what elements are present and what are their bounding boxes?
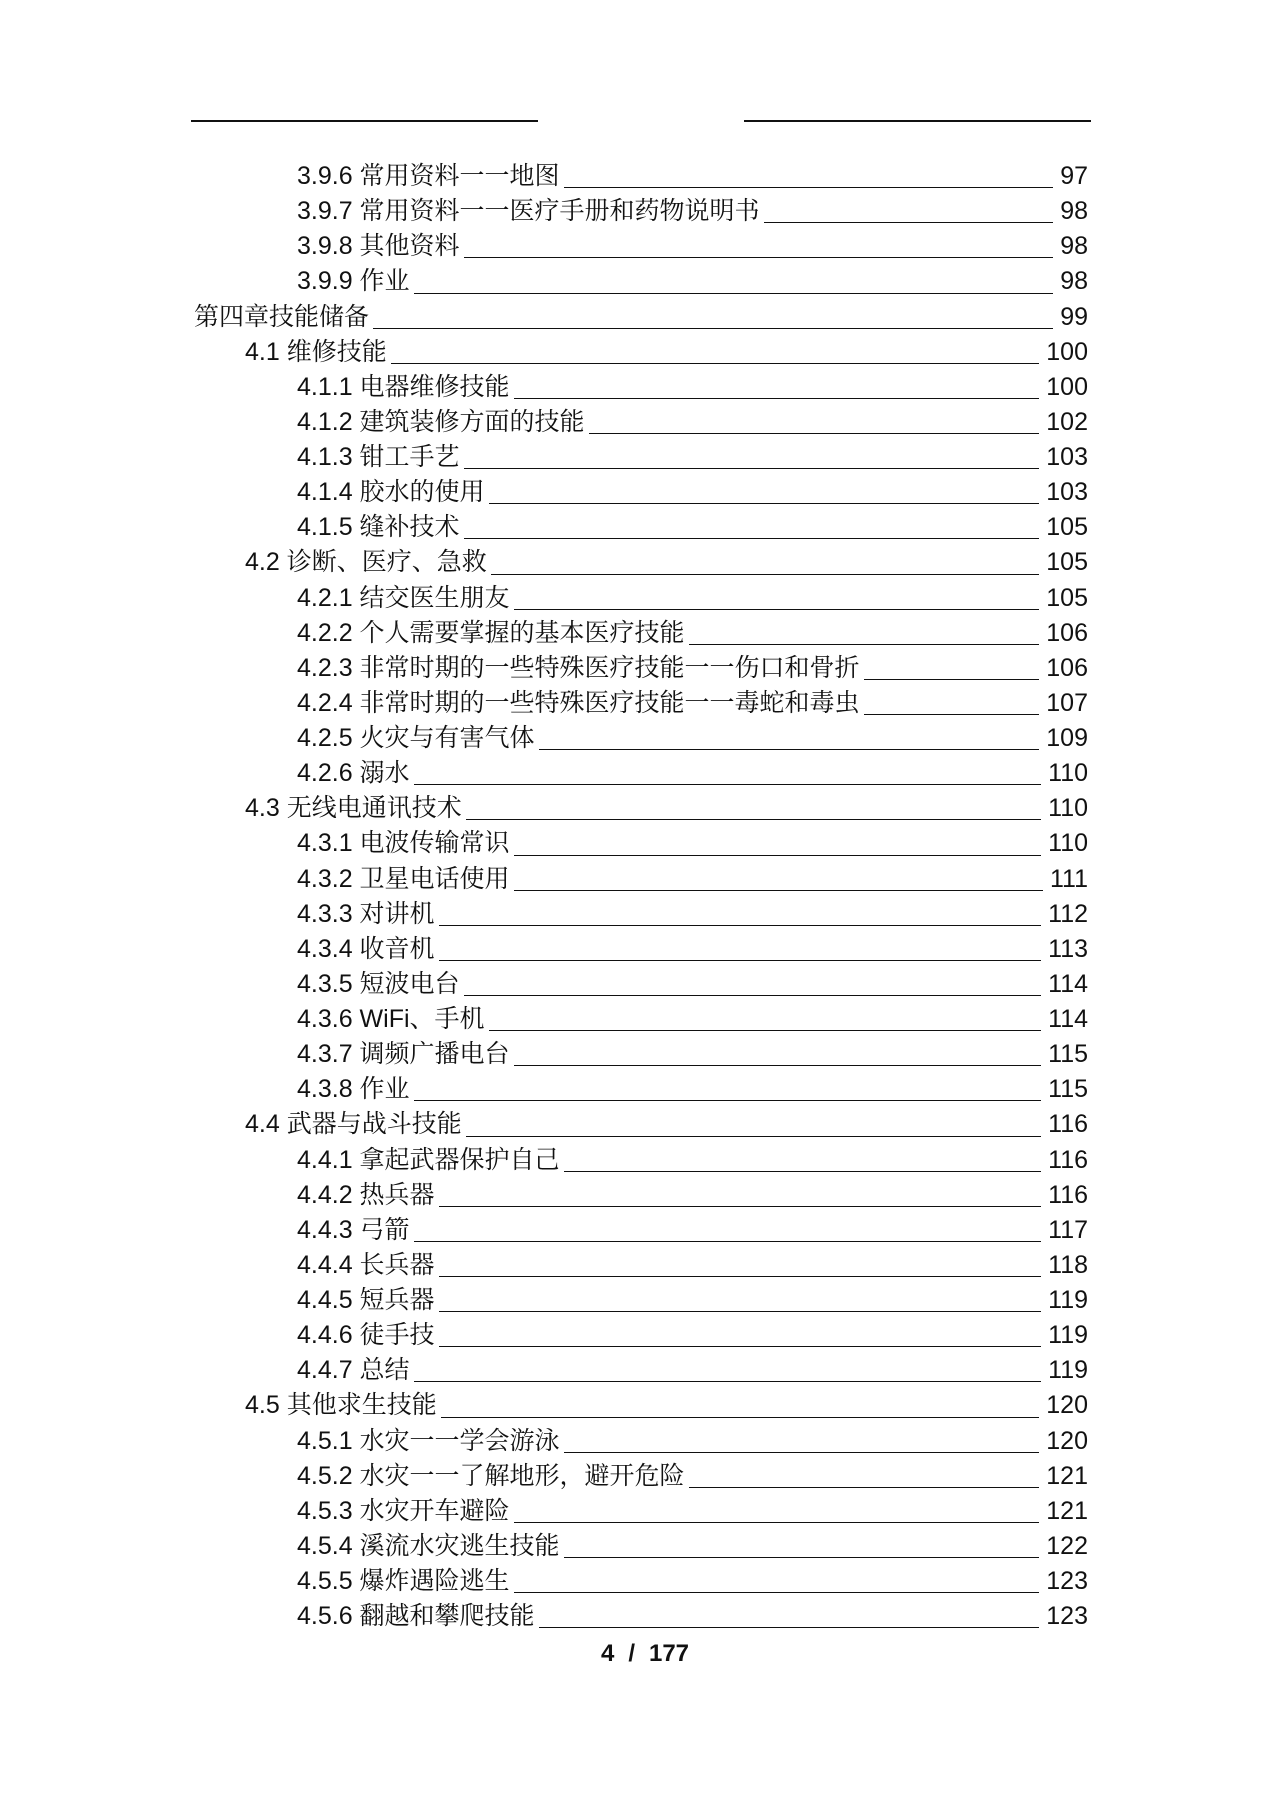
toc-subsection-entry (0, 897, 1088, 932)
toc-leader-line (439, 925, 1042, 926)
toc-leader-line (514, 1065, 1042, 1066)
header-rule-right (744, 120, 1091, 122)
toc-leader-line (439, 1311, 1042, 1312)
toc-entry-title: 4.1.3 钳工手艺 (297, 443, 460, 471)
toc-entry-page-number: 117 (1048, 1215, 1088, 1244)
toc-leader-line (464, 257, 1054, 258)
toc-leader-line (491, 574, 1040, 575)
toc-subsection-entry (0, 370, 1088, 405)
toc-leader-line (564, 1171, 1042, 1172)
toc-entry-title: 4.4.7 总结 (297, 1356, 410, 1385)
toc-entry-title: 4.4.4 长兵器 (297, 1250, 435, 1279)
toc-entry-title: 4.5.5 爆炸遇险逃生 (297, 1567, 510, 1595)
toc-entry-title: 4.1.5 缝补技术 (297, 513, 460, 542)
toc-entry-title: 4.4.2 热兵器 (297, 1180, 435, 1209)
toc-subsection-entry (0, 1213, 1088, 1248)
toc-entry-page-number: 115 (1048, 1040, 1088, 1069)
toc-entry-title: 4.5.6 翻越和攀爬技能 (297, 1602, 535, 1631)
toc-subsection-entry (0, 1037, 1088, 1072)
page-separator: / (628, 1640, 635, 1667)
toc-leader-line (514, 1592, 1040, 1593)
toc-leader-line (489, 503, 1040, 504)
toc-entry-title: 3.9.8 其他资料 (297, 232, 460, 261)
toc-entry-page-number: 120 (1046, 1391, 1088, 1420)
toc-entry-title: 4.5.3 水灾开车避险 (297, 1496, 510, 1525)
toc-entry-title: 4.2.2 个人需要掌握的基本医疗技能 (297, 618, 685, 647)
toc-entry-page-number: 121 (1046, 1496, 1088, 1525)
toc-leader-line (689, 644, 1040, 645)
toc-subsection-entry (0, 405, 1088, 440)
toc-leader-line (564, 187, 1054, 188)
toc-subsection-entry (0, 932, 1088, 967)
toc-leader-line (864, 679, 1040, 680)
toc-leader-line (391, 363, 1040, 364)
toc-entry-page-number: 105 (1046, 583, 1088, 612)
toc-entry-title: 4.3.5 短波电台 (297, 969, 460, 998)
toc-entry-page-number: 122 (1046, 1531, 1088, 1560)
toc-entry-page-number: 110 (1048, 829, 1088, 858)
toc-section-entry (0, 1388, 1088, 1423)
toc-chapter-entry (0, 300, 1088, 335)
toc-subsection-entry (0, 581, 1088, 616)
toc-subsection-entry (0, 1529, 1088, 1564)
toc-entry-page-number: 116 (1048, 1180, 1088, 1209)
toc-entry-title: 4.1 维修技能 (245, 337, 387, 366)
toc-entry-title: 4.3.6 WiFi、手机 (297, 1005, 485, 1033)
toc-subsection-entry (0, 616, 1088, 651)
toc-entry-title: 4.4.5 短兵器 (297, 1286, 435, 1314)
toc-subsection-entry (0, 1599, 1088, 1634)
toc-leader-line (466, 1136, 1041, 1137)
toc-leader-line (414, 1381, 1042, 1382)
toc-entry-title: 4.3.4 收音机 (297, 934, 435, 963)
toc-entry-title: 4.3.1 电波传输常识 (297, 829, 510, 858)
toc-entry-page-number: 109 (1046, 724, 1088, 752)
toc-entry-page-number: 115 (1048, 1075, 1088, 1104)
toc-leader-line (539, 1627, 1040, 1628)
toc-entry-title: 4.3.3 对讲机 (297, 899, 435, 928)
toc-entry-page-number: 113 (1048, 934, 1088, 963)
toc-subsection-entry (0, 1178, 1088, 1213)
toc-entry-title: 4.4.1 拿起武器保护自己 (297, 1145, 560, 1174)
toc-leader-line (489, 1030, 1042, 1031)
toc-subsection-entry (0, 1318, 1088, 1353)
toc-entry-title: 4.4 武器与战斗技能 (245, 1110, 462, 1139)
toc-entry-page-number: 116 (1048, 1145, 1088, 1174)
toc-leader-line (373, 328, 1053, 329)
toc-leader-line (464, 468, 1040, 469)
toc-entry-page-number: 100 (1046, 372, 1088, 401)
toc-entry-title: 4.2 诊断、医疗、急救 (245, 548, 487, 577)
toc-entry-page-number: 102 (1046, 407, 1088, 436)
toc-entry-page-number: 106 (1046, 618, 1088, 647)
toc-entry-title: 4.2.1 结交医生朋友 (297, 583, 510, 612)
toc-entry-page-number: 112 (1048, 899, 1088, 928)
toc-leader-line (464, 538, 1040, 539)
toc-subsection-entry (0, 686, 1088, 721)
toc-leader-line (514, 609, 1040, 610)
toc-entry-title: 4.2.6 溺水 (297, 759, 410, 788)
toc-subsection-entry (0, 1283, 1088, 1318)
toc-entry-page-number: 118 (1048, 1250, 1088, 1279)
toc-entry-title: 4.1.4 胶水的使用 (297, 478, 485, 507)
toc-subsection-entry (0, 510, 1088, 545)
toc-subsection-entry (0, 826, 1088, 861)
toc-leader-line (689, 1487, 1040, 1488)
toc-leader-line (441, 1417, 1040, 1418)
toc-entry-page-number: 103 (1046, 478, 1088, 507)
toc-leader-line (514, 890, 1043, 891)
toc-entry-title: 4.2.4 非常时期的一些特殊医疗技能一一毒蛇和毒虫 (297, 688, 860, 717)
toc-subsection-entry (0, 264, 1088, 299)
toc-entry-title: 4.3 无线电通讯技术 (245, 794, 462, 823)
toc-entry-page-number: 98 (1060, 197, 1088, 226)
toc-section-entry (0, 335, 1088, 370)
toc-entry-page-number: 110 (1048, 794, 1088, 823)
toc-leader-line (439, 960, 1042, 961)
toc-leader-line (466, 819, 1041, 820)
toc-entry-page-number: 119 (1048, 1286, 1088, 1314)
toc-subsection-entry (0, 1459, 1088, 1494)
toc-entry-page-number: 114 (1048, 969, 1088, 998)
toc-entry-title: 4.4.3 弓箭 (297, 1215, 410, 1244)
toc-leader-line (864, 714, 1040, 715)
total-pages: 177 (648, 1640, 690, 1667)
toc-subsection-entry (0, 721, 1088, 756)
toc-entry-page-number: 98 (1060, 232, 1088, 261)
toc-entry-title: 4.4.6 徒手技 (297, 1321, 435, 1350)
toc-entry-title: 4.2.5 火灾与有害气体 (297, 724, 535, 752)
toc-leader-line (564, 1557, 1040, 1558)
toc-entry-page-number: 98 (1060, 267, 1088, 296)
toc-subsection-entry (0, 1494, 1088, 1529)
toc-subsection-entry (0, 967, 1088, 1002)
toc-entry-title: 3.9.6 常用资料一一地图 (297, 162, 560, 190)
toc-section-entry (0, 791, 1088, 826)
table-of-contents (0, 159, 1088, 1634)
toc-entry-page-number: 120 (1046, 1426, 1088, 1455)
toc-entry-title: 4.3.2 卫星电话使用 (297, 864, 510, 893)
toc-entry-title: 4.5 其他求生技能 (245, 1391, 437, 1420)
toc-entry-page-number: 114 (1048, 1005, 1088, 1033)
toc-entry-page-number: 103 (1046, 443, 1088, 471)
toc-leader-line (439, 1346, 1042, 1347)
toc-leader-line (414, 784, 1042, 785)
header-rule-left (191, 120, 538, 122)
toc-section-entry (0, 1107, 1088, 1142)
toc-leader-line (764, 222, 1054, 223)
toc-subsection-entry (0, 651, 1088, 686)
toc-entry-page-number: 99 (1060, 302, 1088, 331)
toc-subsection-entry (0, 229, 1088, 264)
toc-entry-page-number: 105 (1046, 548, 1088, 577)
toc-entry-page-number: 119 (1048, 1356, 1088, 1385)
toc-entry-page-number: 110 (1048, 759, 1088, 788)
toc-entry-page-number: 121 (1046, 1461, 1088, 1490)
toc-leader-line (414, 1241, 1042, 1242)
toc-entry-title: 4.2.3 非常时期的一些特殊医疗技能一一伤口和骨折 (297, 653, 860, 682)
toc-subsection-entry (0, 440, 1088, 475)
toc-entry-title: 3.9.9 作业 (297, 267, 410, 296)
toc-leader-line (589, 433, 1040, 434)
toc-subsection-entry (0, 1353, 1088, 1388)
toc-subsection-entry (0, 1424, 1088, 1459)
toc-leader-line (564, 1452, 1040, 1453)
toc-leader-line (539, 749, 1040, 750)
toc-leader-line (514, 398, 1040, 399)
toc-entry-title: 3.9.7 常用资料一一医疗手册和药物说明书 (297, 197, 760, 226)
toc-entry-page-number: 119 (1048, 1321, 1088, 1350)
toc-entry-title: 4.5.1 水灾一一学会游泳 (297, 1426, 560, 1455)
toc-entry-page-number: 97 (1060, 162, 1088, 190)
toc-leader-line (514, 1522, 1040, 1523)
toc-leader-line (414, 1100, 1042, 1101)
page-footer (545, 1639, 745, 1669)
current-page-number: 4 (600, 1640, 615, 1667)
toc-subsection-entry (0, 1143, 1088, 1178)
toc-leader-line (439, 1206, 1042, 1207)
toc-entry-title: 4.3.7 调频广播电台 (297, 1040, 510, 1069)
toc-leader-line (414, 293, 1054, 294)
toc-subsection-entry (0, 194, 1088, 229)
toc-subsection-entry (0, 475, 1088, 510)
toc-leader-line (464, 995, 1042, 996)
toc-entry-page-number: 100 (1046, 337, 1088, 366)
toc-entry-page-number: 107 (1046, 688, 1088, 717)
toc-subsection-entry (0, 1248, 1088, 1283)
toc-entry-title: 第四章技能储备 (194, 302, 370, 331)
toc-entry-title: 4.5.2 水灾一一了解地形，避开危险 (297, 1461, 685, 1490)
toc-entry-title: 4.3.8 作业 (297, 1075, 410, 1104)
toc-leader-line (439, 1276, 1042, 1277)
toc-subsection-entry (0, 159, 1088, 194)
toc-entry-title: 4.1.1 电器维修技能 (297, 372, 510, 401)
toc-entry-page-number: 116 (1048, 1110, 1088, 1139)
toc-subsection-entry (0, 1072, 1088, 1107)
toc-entry-page-number: 106 (1046, 653, 1088, 682)
toc-entry-page-number: 123 (1046, 1602, 1088, 1631)
toc-entry-page-number: 105 (1046, 513, 1088, 542)
toc-entry-title: 4.1.2 建筑装修方面的技能 (297, 407, 585, 436)
toc-subsection-entry (0, 756, 1088, 791)
toc-entry-page-number: 123 (1046, 1567, 1088, 1595)
toc-leader-line (514, 855, 1042, 856)
toc-section-entry (0, 545, 1088, 580)
toc-entry-page-number: 111 (1049, 864, 1088, 893)
toc-entry-title: 4.5.4 溪流水灾逃生技能 (297, 1531, 560, 1560)
toc-subsection-entry (0, 862, 1088, 897)
toc-subsection-entry (0, 1564, 1088, 1599)
toc-subsection-entry (0, 1002, 1088, 1037)
